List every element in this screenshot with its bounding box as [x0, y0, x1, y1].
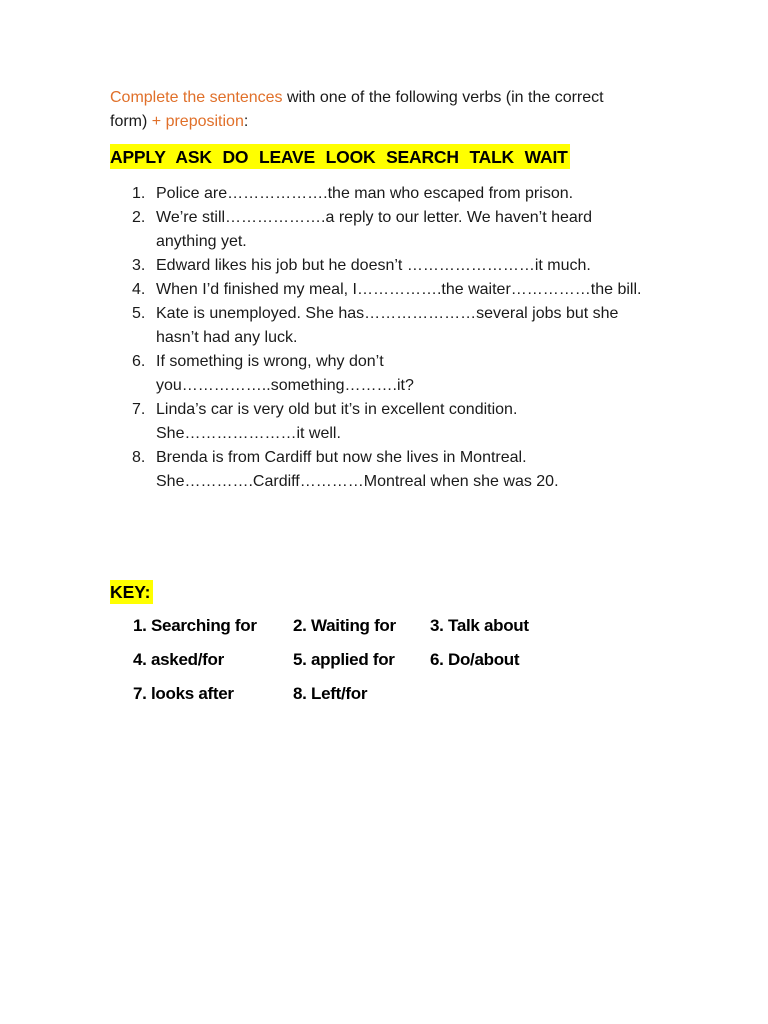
sentence-item-3 — [110, 254, 645, 278]
sentence-item-4 — [110, 278, 645, 302]
answer-key-item: 5. applied for — [293, 650, 395, 669]
answer-key-item: 6. Do/about — [430, 650, 520, 669]
instructions-text: with one of the following verbs (in the correct form) — [110, 89, 604, 130]
sentence-text: We’re still……………….a reply to our letter. We haven’t heard anything yet. — [156, 209, 593, 250]
sentence-item-1 — [110, 182, 645, 206]
answer-key-item: 3. Talk about — [430, 616, 529, 635]
instructions-preposition: + preposition — [151, 113, 244, 130]
sentence-item-5 — [110, 302, 645, 350]
answer-key-item: 8. Left/for — [293, 684, 368, 703]
answer-key-title: KEY: — [110, 582, 151, 602]
sentence-item-7 — [110, 398, 645, 446]
sentence-text: When I’d finished my meal, I…………….the waiter……………the bill. — [156, 281, 642, 298]
verb-list: APPLY ASK DO LEAVE LOOK SEARCH TALK WAIT — [110, 144, 570, 169]
answer-key-grid — [133, 614, 645, 706]
sentence-text: Kate is unemployed. She has…………………several jobs but she hasn’t had any luck. — [156, 305, 619, 346]
instructions-colon: : — [243, 113, 249, 130]
sentence-number: 8. — [132, 449, 146, 466]
answer-key-item: 2. Waiting for — [293, 616, 396, 635]
instructions-highlight: Complete the sentences — [110, 89, 283, 106]
answer-key-item: 1. Searching for — [133, 616, 257, 635]
sentence-item-2 — [110, 206, 645, 254]
answer-key-item: 4. asked/for — [133, 650, 224, 669]
sentence-text: Police are……………….the man who escaped from prison. — [156, 185, 574, 202]
sentence-number: 5. — [132, 305, 146, 322]
sentence-list — [110, 182, 645, 494]
instructions — [110, 86, 645, 134]
sentence-item-6 — [110, 350, 645, 398]
answer-key-item: 7. looks after — [133, 684, 234, 703]
sentence-number: 6. — [132, 353, 146, 370]
sentence-number: 2. — [132, 209, 146, 226]
sentence-number: 4. — [132, 281, 146, 298]
sentence-text: Edward likes his job but he doesn’t ……………………it much. — [156, 257, 591, 274]
sentence-item-8 — [110, 446, 645, 494]
sentence-text: If something is wrong, why don’t you……………..something……….it? — [156, 353, 414, 394]
document-content — [110, 86, 645, 706]
sentence-text: Brenda is from Cardiff but now she lives in Montreal. She………….Cardiff…………Montreal when she was 20. — [156, 449, 559, 490]
sentence-number: 7. — [132, 401, 146, 418]
sentence-number: 3. — [132, 257, 146, 274]
sentence-text: Linda’s car is very old but it’s in excellent condition. She…………………it well. — [156, 401, 518, 442]
sentence-number: 1. — [132, 185, 146, 202]
